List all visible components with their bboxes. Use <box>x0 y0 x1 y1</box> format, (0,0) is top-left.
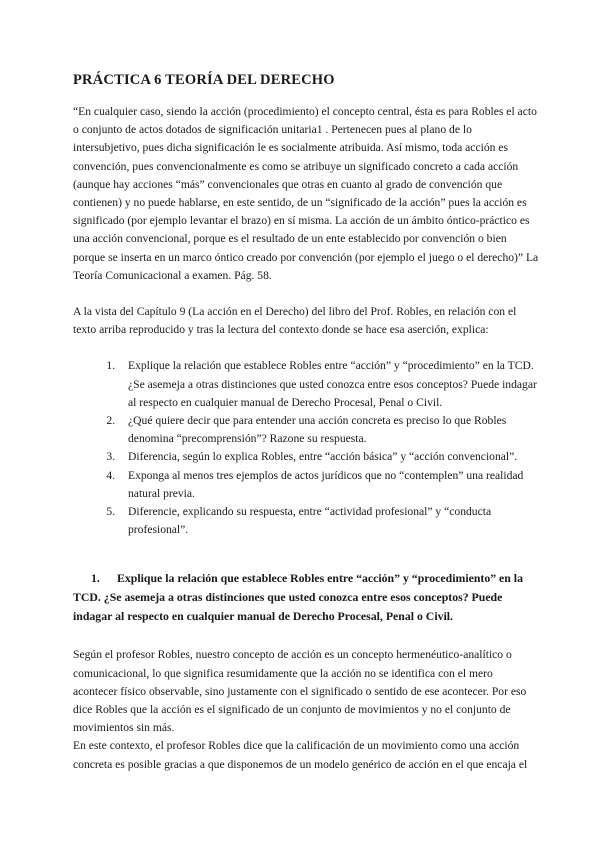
answer-paragraph-continued: En este contexto, el profesor Robles dice que la calificación de un movimiento como una acción concreta es posible gracias a que disponemos de un modelo genérico de acción en el que encaja el <box>73 739 528 771</box>
answer-paragraph: Según el profesor Robles, nuestro concepto de acción es un concepto hermenéutico-analítico o comunicacional, lo que significa resumidamente que la acción no se identifica con el mero acontecer físico observable, sino justamente con el significado o sentido de ese acontecer. Por eso dice Robles que la acción es el significado de un conjunto de movimientos y no el conjunto de movimientos sin más. <box>73 648 527 735</box>
question-item: 1. Explique la relación que establece Robles entre “acción” y “procedimiento” en la TCD. ¿Se asemeja a otras distinciones que usted conozca entre esos conceptos? Puede indagar al respecto en cualquier manual de Derecho Procesal, Penal o Civil. <box>118 357 540 412</box>
section-heading <box>73 569 540 626</box>
page-title: PRÁCTICA 6 TEORÍA DEL DERECHO <box>73 72 335 88</box>
question-list <box>73 357 540 539</box>
instructions-paragraph: A la vista del Capítulo 9 (La acción en el Derecho) del libro del Prof. Robles, en relación con el texto arriba reproducido y tras la lectura del contexto donde se hace esa aserción, explica: <box>73 305 517 337</box>
question-item: 2. ¿Qué quiere decir que para entender una acción concreta es preciso lo que Robles denomina “precomprensión”? Razone su respuesta. <box>118 412 540 448</box>
question-item: 3. Diferencia, según lo explica Robles, entre “acción básica” y “acción convencional”. <box>118 448 540 466</box>
section-number: 1. <box>91 571 100 586</box>
question-item: 5. Diferencie, explicando su respuesta, entre “actividad profesional” y “conducta profesional”. <box>118 503 540 539</box>
quoted-text: “En cualquier caso, siendo la acción (procedimiento) el concepto central, ésta es para Robles el acto o conjunto de actos dotados de significación unitaria1 . Pertenecen pues al plano de lo intersubjetivo, pues dicha significación le es socialmente atribuida. Así mismo, toda acción es convención, pues convencionalmente es como se atribuye un significado concreto a cada acción (aunque hay acciones “más” convencionales que otras en cuanto al grado de convención que contienen) y no puede hablarse, en este sentido, de un “significado de la acción” pues la acción es significado (por ejemplo levantar el brazo) en sí misma. La acción de un ámbito óntico-práctico es una acción convencional, porque es el resultado de un ente establecido por convención o bien porque se inserta en un marco óntico creado por convención (por ejemplo el juego o el derecho)” La Teoría Comunicacional a examen. Pág. 58. <box>73 105 539 282</box>
question-item: 4. Exponga al menos tres ejemplos de actos jurídicos que no “contemplen” una realidad natural previa. <box>118 467 540 503</box>
section-heading-text: Explique la relación que establece Robles entre “acción” y “procedimiento” en la TCD. ¿Se asemeja a otras distinciones que usted conozca entre esos conceptos? Puede indagar al respecto en cualquier manual de Derecho Procesal, Penal o Civil. <box>73 571 523 624</box>
